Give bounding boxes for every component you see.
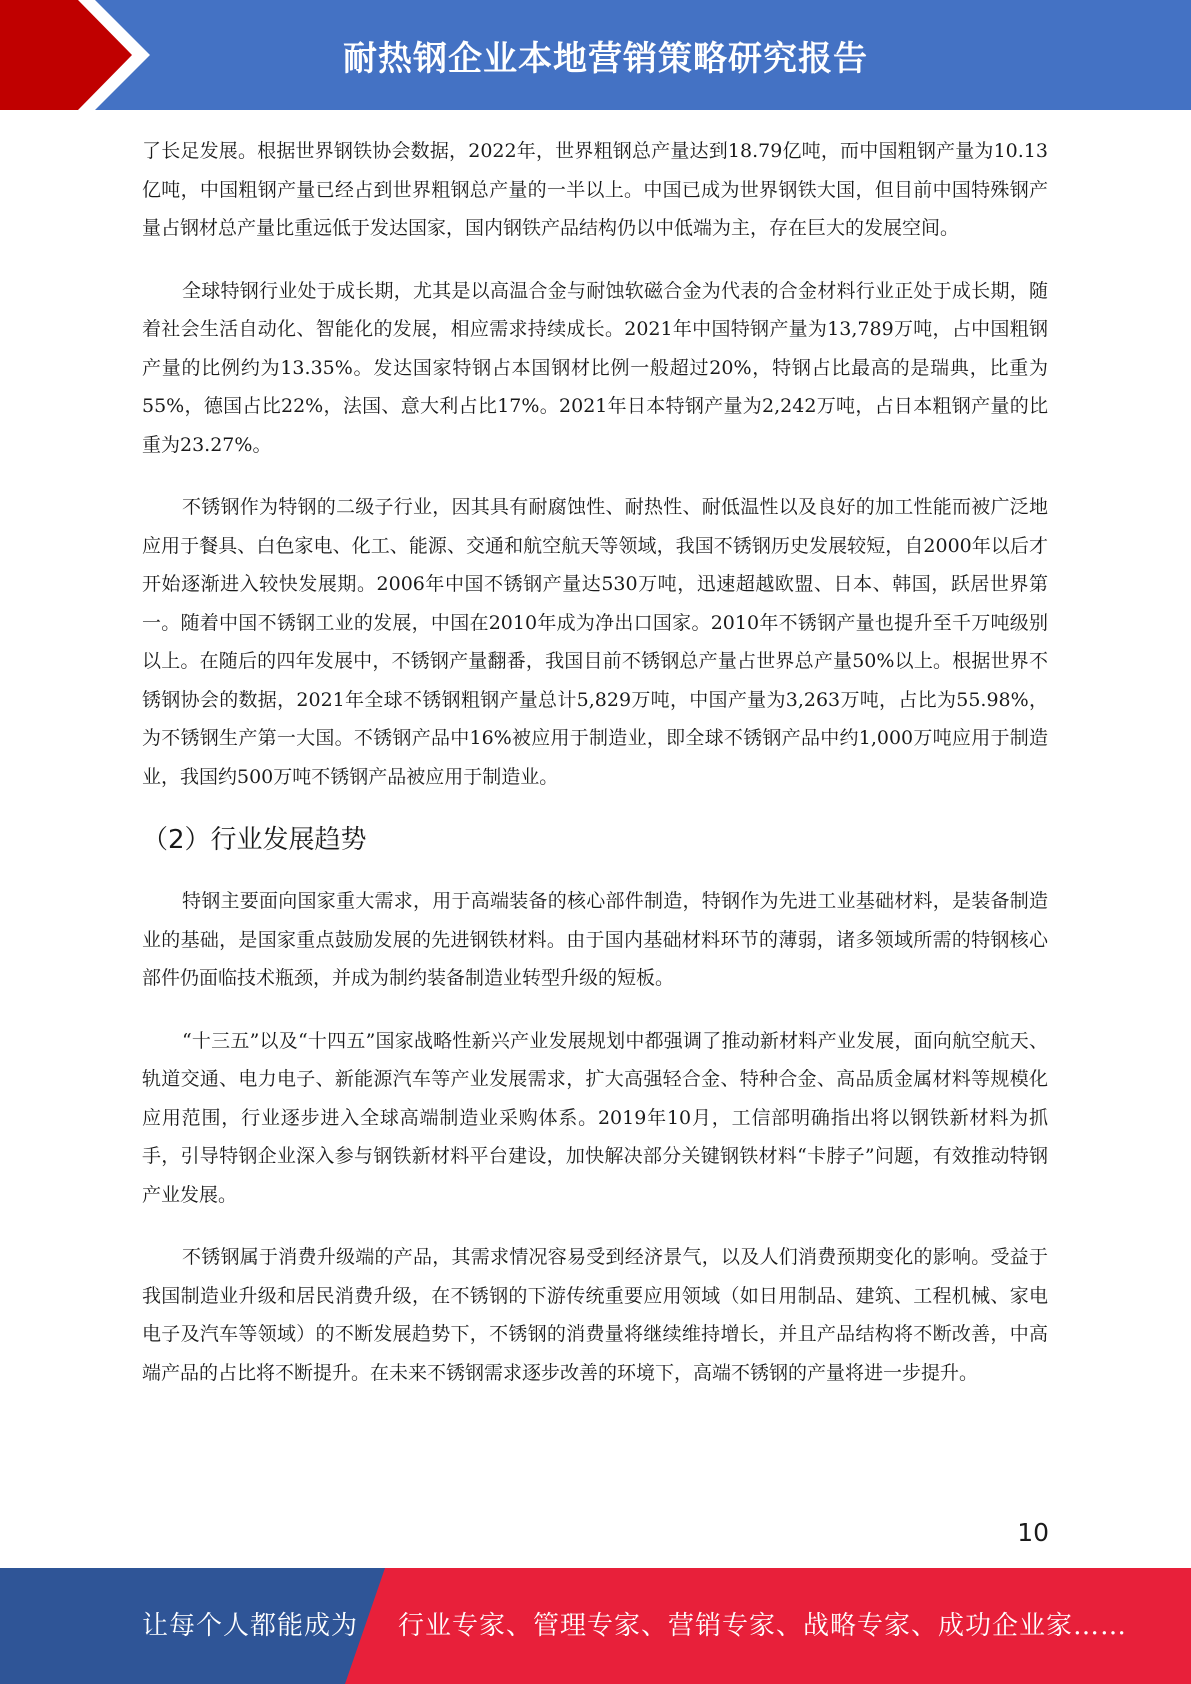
page-number: 10 bbox=[1017, 1518, 1049, 1547]
page-footer bbox=[0, 1568, 1191, 1684]
paragraph-5: “十三五”以及“十四五”国家战略性新兴产业发展规划中都强调了推动新材料产业发展，面向航空航天、轨道交通、电力电子、新能源汽车等产业发展需求，扩大高强轻合金、特种合金、高品质金属材料等规模化应用范围，行业逐步进入全球高端制造业采购体系。2019年10月，工信部明确指出将以钢铁新材料为抓手，引导特钢企业深入参与钢铁新材料平台建设，加快解决部分关键钢铁材料“卡脖子”问题，有效推动特钢产业发展。 bbox=[142, 1029, 1048, 1206]
paragraph-4: 特钢主要面向国家重大需求，用于高端装备的核心部件制造，特钢作为先进工业基础材料，是装备制造业的基础，是国家重点鼓励发展的先进钢铁材料。由于国内基础材料环节的薄弱，诸多领域所需的特钢核心部件仍面临技术瓶颈，并成为制约装备制造业转型升级的短板。 bbox=[142, 890, 1048, 989]
paragraph-3: 不锈钢作为特钢的二级子行业，因其具有耐腐蚀性、耐热性、耐低温性以及良好的加工性能而被广泛地应用于餐具、白色家电、化工、能源、交通和航空航天等领域，我国不锈钢历史发展较短，自2000年以后才开始逐渐进入较快发展期。2006年中国不锈钢产量达530万吨，迅速超越欧盟、日本、韩国，跃居世界第一。随着中国不锈钢工业的发展，中国在2010年成为净出口国家。2010年不锈钢产量也提升至千万吨级别以上。在随后的四年发展中，不锈钢产量翻番，我国目前不锈钢总产量占世界总产量50%以上。根据世界不锈钢协会的数据，2021年全球不锈钢粗钢产量总计5,829万吨，中国产量为3,263万吨，占比为55.98%，为不锈钢生产第一大国。不锈钢产品中16%被应用于制造业，即全球不锈钢产品中约1,000万吨应用于制造业，我国约500万吨不锈钢产品被应用于制造业。 bbox=[142, 496, 1048, 788]
footer-slogan-right: 行业专家、管理专家、营销专家、战略专家、成功企业家…… bbox=[398, 1611, 1128, 1641]
report-title: 耐热钢企业本地营销策略研究报告 bbox=[343, 38, 868, 79]
section-heading: （2）行业发展趋势 bbox=[142, 825, 367, 855]
paragraph-6: 不锈钢属于消费升级端的产品，其需求情况容易受到经济景气，以及人们消费预期变化的影响。受益于我国制造业升级和居民消费升级，在不锈钢的下游传统重要应用领域（如日用制品、建筑、工程机械、家电电子及汽车等领域）的不断发展趋势下，不锈钢的消费量将继续维持增长，并且产品结构将不断改善，中高端产品的占比将不断提升。在未来不锈钢需求逐步改善的环境下，高端不锈钢的产量将进一步提升。 bbox=[142, 1246, 1048, 1384]
page-header bbox=[0, 0, 1191, 110]
page-content bbox=[142, 132, 1048, 1416]
paragraph-1: 了长足发展。根据世界钢铁协会数据，2022年，世界粗钢总产量达到18.79亿吨，而中国粗钢产量为10.13亿吨，中国粗钢产量已经占到世界粗钢总产量的一半以上。中国已成为世界钢铁大国，但目前中国特殊钢产量占钢材总产量比重远低于发达国家，国内钢铁产品结构仍以中低端为主，存在巨大的发展空间。 bbox=[142, 140, 1048, 239]
paragraph-2: 全球特钢行业处于成长期，尤其是以高温合金与耐蚀软磁合金为代表的合金材料行业正处于成长期，随着社会生活自动化、智能化的发展，相应需求持续成长。2021年中国特钢产量为13,789万吨，占中国粗钢产量的比例约为13.35%。发达国家特钢占本国钢材比例一般超过20%，特钢占比最高的是瑞典，比重为55%，德国占比22%，法国、意大利占比17%。2021年日本特钢产量为2,242万吨，占日本粗钢产量的比重为23.27%。 bbox=[142, 279, 1048, 456]
footer-slogan-left: 让每个人都能成为 bbox=[142, 1611, 359, 1641]
